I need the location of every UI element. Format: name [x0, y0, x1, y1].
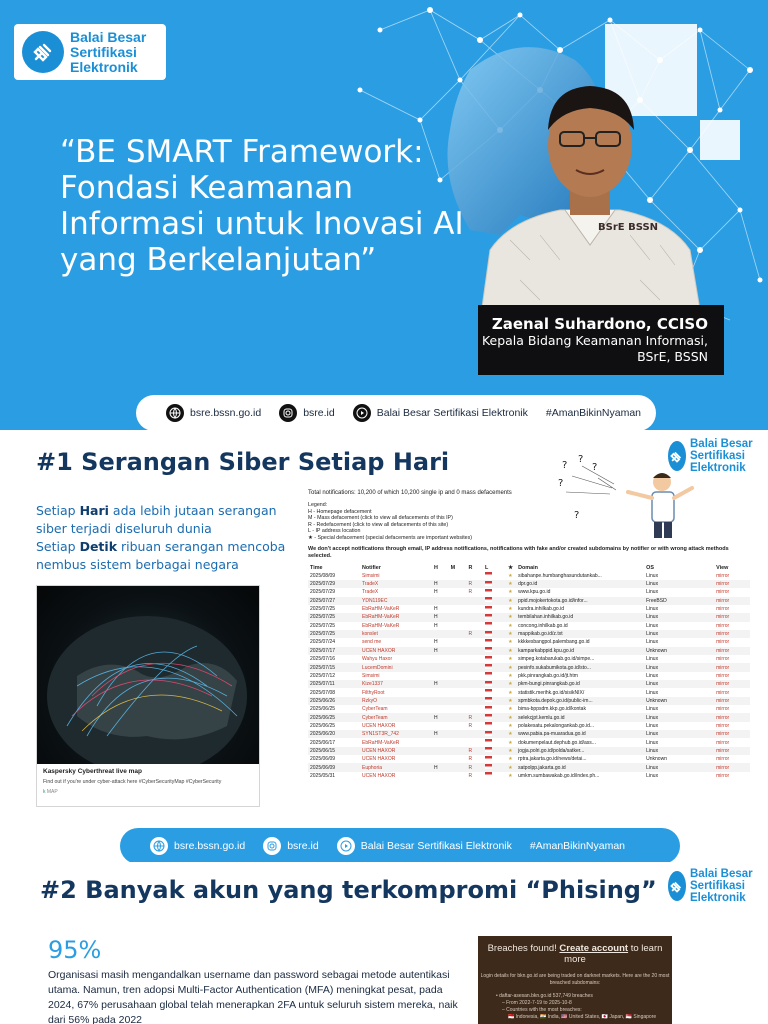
- speaker-name: Zaenal Suhardono, CCISO: [491, 315, 708, 333]
- mirror-link[interactable]: mirror: [716, 672, 730, 679]
- country-flag-icon: [485, 647, 492, 652]
- map-title: Kaspersky Cyberthreat live map: [43, 768, 142, 775]
- section2-title: #2 Banyak akun yang terkompromi “Phising”: [40, 876, 657, 904]
- mirror-link[interactable]: mirror: [716, 706, 730, 713]
- breach-subtitle: Login details for bkn.go.id are being traded on darknet markets. Here are the 20 most breached subdomains:: [480, 973, 670, 986]
- table-row[interactable]: 2025/06/09 Euphoria H R ★ satpolpp.jakarta.go.id Linux mirror: [308, 763, 750, 771]
- mirror-link[interactable]: mirror: [716, 639, 730, 646]
- mirror-link[interactable]: mirror: [714, 730, 750, 738]
- table-row[interactable]: 2025/07/29 TradeX H R ★ dpr.go.id Linux mirror: [308, 580, 750, 588]
- country-flag-icon: [485, 772, 492, 777]
- table-row[interactable]: 2025/06/09 UCEN HAXOR R ★ rptra.jakarta.go.id/news/detai... Unknown mirror: [308, 755, 750, 763]
- section1-description: [36, 502, 286, 574]
- special-star-icon: ★: [508, 606, 513, 613]
- special-star-icon: ★: [508, 622, 513, 629]
- mirror-link[interactable]: mirror: [714, 613, 750, 621]
- cyberthreat-globe-image: [37, 586, 259, 764]
- special-star-icon: ★: [508, 572, 513, 579]
- table-row[interactable]: 2025/07/25 EbRaHM-VaKeR H ★ kundra.inhilkab.go.id Linux mirror: [308, 605, 750, 613]
- country-flag-icon: [485, 656, 492, 661]
- defacement-listing: [308, 490, 750, 820]
- special-star-icon: ★: [506, 613, 516, 621]
- table-row[interactable]: 2025/07/17 UCEN HAXOR H ★ kamparkabppid.kpu.go.id Unknown mirror: [308, 647, 750, 655]
- special-star-icon: ★: [508, 706, 513, 713]
- breach-heading: Breaches found! Create account to learn more: [487, 943, 663, 965]
- hashtag-label: #AmanBikinNyaman: [529, 840, 626, 852]
- special-star-icon: ★: [506, 630, 516, 638]
- country-flag-icon: [485, 739, 492, 744]
- mirror-link[interactable]: mirror: [714, 630, 750, 638]
- website-item[interactable]: [150, 837, 245, 855]
- special-star-icon: ★: [506, 713, 516, 721]
- special-star-icon: ★: [506, 680, 516, 688]
- mirror-link[interactable]: mirror: [714, 697, 750, 705]
- country-flag-icon: [485, 581, 492, 586]
- table-row[interactable]: 2025/07/25 konslet R ★ mappikab.go.id/z.txt Linux mirror: [308, 630, 750, 638]
- table-row[interactable]: 2025/06/25 CyberTeam H R ★ selekcjpt.kemlu.go.id Linux mirror: [308, 713, 750, 721]
- special-star-icon: ★: [506, 730, 516, 738]
- country-flag-icon: [485, 731, 492, 736]
- mirror-link[interactable]: mirror: [714, 713, 750, 721]
- country-flag-icon: [485, 606, 492, 611]
- instagram-label: bsre.id: [287, 840, 319, 852]
- mirror-link[interactable]: mirror: [716, 756, 730, 763]
- svg-text:?: ?: [574, 510, 580, 521]
- table-row[interactable]: 2025/07/16 Wahyu Haxor ★ simpeg.kotabarukab.go.id/simpe... Linux mirror: [308, 655, 750, 663]
- globe-icon: [150, 837, 168, 855]
- play-icon: [337, 837, 355, 855]
- daily-attack-text: Setiap Hari ada lebih jutaan serangan siber terjadi diseluruh dunia: [36, 503, 277, 536]
- map-description: Find out if you're under cyber-attack here #CyberSecurityMap #CyberSecurity: [43, 779, 222, 785]
- table-row[interactable]: 2025/07/15 LucemDomini ★ pesinfo.sukabumikota.go.id/sto... Linux mirror: [308, 663, 750, 671]
- shirt-logo-text: BSrE BSSN: [598, 222, 659, 233]
- instagram-icon: [279, 404, 297, 422]
- website-item[interactable]: [166, 404, 261, 422]
- mirror-link[interactable]: mirror: [714, 580, 750, 588]
- kaspersky-map-card[interactable]: [36, 585, 260, 807]
- section2-logo: [668, 868, 768, 904]
- country-flag-icon: [485, 631, 492, 636]
- breach-panel: [478, 936, 672, 1024]
- special-star-icon: ★: [508, 639, 513, 646]
- mirror-link[interactable]: mirror: [714, 680, 750, 688]
- country-flag-icon: [485, 614, 492, 619]
- special-star-icon: ★: [508, 589, 513, 596]
- svg-text:?: ?: [592, 462, 598, 473]
- country-flag-icon: [485, 664, 492, 669]
- table-row[interactable]: 2025/06/25 UCEN HAXOR R ★ polakesatu.pekalongankab.go.id... Linux mirror: [308, 722, 750, 730]
- hero-banner: [0, 0, 768, 430]
- website-label: bsre.bssn.go.id: [190, 407, 262, 419]
- mirror-link[interactable]: mirror: [716, 606, 730, 613]
- mirror-link[interactable]: mirror: [716, 739, 730, 746]
- country-flag-icon: [485, 639, 492, 644]
- speaker-role: Kepala Bidang Keamanan Informasi, BSrE, BSSN: [481, 333, 708, 364]
- country-flag-icon: [485, 681, 492, 686]
- create-account-link[interactable]: Create account: [559, 943, 629, 954]
- special-star-icon: ★: [506, 597, 516, 605]
- table-row[interactable]: 2025/06/26 RzkyO ★ spmbkota.depok.go.id/public-im... Unknown mirror: [308, 697, 750, 705]
- mirror-link[interactable]: mirror: [716, 589, 730, 596]
- special-star-icon: ★: [508, 689, 513, 696]
- country-flag-icon: [485, 714, 492, 719]
- country-flag-icon: [485, 672, 492, 677]
- table-row[interactable]: 2025/05/31 UCEN HAXOR R ★ umkm.sumbawakab.go.id/index.ph... Linux mirror: [308, 772, 750, 780]
- section2-logo-text: Balai Besar Sertifikasi Elektronik: [690, 868, 753, 904]
- svg-text:?: ?: [578, 454, 584, 465]
- svg-text:?: ?: [558, 478, 564, 489]
- kaspersky-k-icon: k: [43, 789, 46, 795]
- table-row[interactable]: 2025/06/15 UCEN HAXOR R ★ jogja.polri.go.id/polda/satker... Linux mirror: [308, 747, 750, 755]
- table-row[interactable]: 2025/07/11 Kize1337 H ★ pkm-bungi.pinrangkab.go.id Linux mirror: [308, 680, 750, 688]
- table-row[interactable]: 2025/06/20 SYN1ST3R_742 H ★ www.pabia.pa-muaradua.go.id Linux mirror: [308, 730, 750, 738]
- mirror-link[interactable]: mirror: [714, 747, 750, 755]
- country-flag-icon: [485, 747, 492, 752]
- special-star-icon: ★: [506, 697, 516, 705]
- country-flag-icon: [485, 722, 492, 727]
- country-flag-icon: [485, 597, 492, 602]
- table-row[interactable]: 2025/07/08 FilthyRoot ★ statistik.merihk.go.id/sisikNIX/ Linux mirror: [308, 688, 750, 696]
- breach-list: • daftar-asesan.bkn.go.id 537,749 breaches – From 2022-7-19 to 2025-10-8 – Countries with the most breaches: 🇮🇩 Indonesia, 🇮🇳 India, 🇺🇸 United States, 🇯🇵 Japan, 🇸🇬 Singapore: [496, 993, 657, 1020]
- table-row[interactable]: 2025/07/25 EbRaHM-VaKeR H ★ concong.inhilkab.go.id Linux mirror: [308, 622, 750, 630]
- special-star-icon: ★: [508, 672, 513, 679]
- instagram-icon: [263, 837, 281, 855]
- special-star-icon: ★: [508, 756, 513, 763]
- table-row[interactable]: 2025/07/12 Simsimi ★ pkk.pinrangkab.go.id/jt.htm Linux mirror: [308, 672, 750, 680]
- special-star-icon: ★: [508, 722, 513, 729]
- map-source: k MAP: [43, 789, 58, 795]
- country-flag-icon: [485, 764, 492, 769]
- table-row[interactable]: 2025/06/25 CyberTeam ★ bima-bppsdm.kkp.go.id/kontak Linux mirror: [308, 705, 750, 713]
- speaker-photo: [470, 60, 710, 322]
- special-star-icon: ★: [506, 580, 516, 588]
- country-flag-icon: [485, 689, 492, 694]
- hero-title: “BE SMART Framework: Fondasi Keamanan Informasi untuk Inovasi AI yang Berkelanjutan”: [60, 134, 464, 278]
- section1-title: #1 Serangan Siber Setiap Hari: [36, 448, 450, 476]
- plug-icon: [22, 31, 64, 73]
- special-star-icon: ★: [506, 663, 516, 671]
- table-row[interactable]: 2025/07/25 EbRaHM-VaKeR H ★ tembilahan.inhilkab.go.id Linux mirror: [308, 613, 750, 621]
- youtube-label: Balai Besar Sertifikasi Elektronik: [376, 407, 528, 419]
- country-flag-icon: [485, 756, 492, 761]
- mfa-percent: 95%: [48, 936, 102, 964]
- section1-logo-text: Balai Besar Sertifikasi Elektronik: [690, 438, 753, 474]
- table-row[interactable]: 2025/07/29 TradeX H R ★ www.kpu.go.id Linux mirror: [308, 588, 750, 596]
- bsre-logo: [14, 24, 166, 80]
- logo-text: Balai Besar Sertifikasi Elektronik: [70, 28, 147, 75]
- hashtag-label: #AmanBikinNyaman: [545, 407, 642, 419]
- mirror-link[interactable]: mirror: [714, 663, 750, 671]
- youtube-item[interactable]: [353, 404, 528, 422]
- country-flag-icon: [485, 622, 492, 627]
- mirror-link[interactable]: mirror: [716, 622, 730, 629]
- special-star-icon: ★: [508, 656, 513, 663]
- country-flag-icon: [485, 589, 492, 594]
- special-star-icon: ★: [506, 763, 516, 771]
- special-star-icon: ★: [506, 747, 516, 755]
- table-row[interactable]: 2025/07/27 YDN119EC ★ ppid.mojokertokota.go.id/infor... FreeBSD mirror: [308, 597, 750, 605]
- second-attack-text: Setiap Detik ribuan serangan mencoba nembus sistem berbagai negara: [36, 539, 286, 572]
- mirror-link[interactable]: mirror: [716, 656, 730, 663]
- country-flag-icon: [485, 572, 492, 577]
- globe-icon: [166, 404, 184, 422]
- section2-description: Organisasi masih mengandalkan username dan password sebagai metode autentikasi utama. Namun, tren adopsi Multi-Factor Authentication (MFA) meningkat pesat, pada 2024, 67% perusahaan global telah menerapkan 2FA untuk seluruh sistem mereka, naik dari 56% pada 2022: [48, 969, 458, 1024]
- plug-icon: [668, 871, 686, 901]
- country-flag-icon: [485, 706, 492, 711]
- youtube-label: Balai Besar Sertifikasi Elektronik: [360, 840, 512, 852]
- table-row[interactable]: 2025/07/24 send me H ★ kkkkesbangpol.palembang.go.id Linux mirror: [308, 638, 750, 646]
- play-icon: [353, 404, 371, 422]
- mirror-link[interactable]: mirror: [716, 689, 730, 696]
- instagram-label: bsre.id: [303, 407, 335, 419]
- special-star-icon: ★: [506, 647, 516, 655]
- mirror-link[interactable]: mirror: [716, 722, 730, 729]
- website-label: bsre.bssn.go.id: [174, 840, 246, 852]
- defacement-table: Time Notifier H M R L ★ Domain OS View 2025/08/09 Simsimi ★ sibahanpe.humbanghasundutankab... Linux mirror 2025/07/29 TradeX H R ★ dpr.go.id Linux mirror 2025/07/29 TradeX H R ★ www.kpu.go.id Linux mirror 2025/07/27 YDN119EC ★ ppid.mojokertokota.go.id/infor... FreeBSD mirror 2025/07/25 EbRaHM-VaKeR H ★ kundra.inhilkab.go.id Linux mirror 2025/07/25 EbRaHM-VaKeR H ★ tembilahan.inhilkab.go.id Linux mirror 2025/07/25 EbRaHM-VaKeR H ★ concong.inhilkab.go.id Linux mirror 2025/07/25 konslet R ★ mappikab.go.id/z.txt Linux mirror 2025/07/24 send me H ★ kkkkesbangpol.palembang.go.id Linux mirror 2025/07/17 UCEN HAXOR H ★ kamparkabppid.kpu.go.id Unknown mirror 2025/07/16 Wahyu Haxor ★ simpeg.kotabarukab.go.id/simpe... Linux mirror 2025/07/15 LucemDomini ★ pesinfo.sukabumikota.go.id/sto... Linux mirror 2025/07/12 Simsimi ★ pkk.pinrangkab.go.id/jt.htm Linux mirror 2025/07/11 Kize1337 H ★ pkm-bungi.pinrangkab.go.id Linux mirror 2025/07/08 FilthyRoot ★ statistik.merihk.go.id/sisikNIX/ Linux mirror 2025/06/26 RzkyO ★ spmbkota.depok.go.id/public-im... Unknown mirror 2025/06/25 CyberTeam ★ bima-bppsdm.kkp.go.id/kontak Linux mirror 2025/06/25 CyberTeam H R ★ selekcjpt.kemlu.go.id Linux mirror 2025/06/25 UCEN HAXOR R ★ polakesatu.pekalongankab.go.id... Linux mirror 2025/06/20 SYN1ST3R_742 H ★ www.pabia.pa-muaradua.go.id Linux mirror 2025/06/17 EbRaHM-VaKeR ★ dokumenpelaut.dephub.go.id/ass... Linux mirror 2025/06/15 UCEN HAXOR R ★ jogja.polri.go.id/polda/satker... Linux mirror 2025/06/09 UCEN HAXOR R ★ rptra.jakarta.go.id/news/detai... Unknown mirror 2025/06/09 Euphoria H R ★ satpolpp.jakarta.go.id Linux mirror 2025/05/31 UCEN HAXOR R ★ umkm.sumbawakab.go.id/index.ph... Linux mirror: [308, 564, 750, 781]
- contact-bar-2: [120, 828, 680, 864]
- table-row[interactable]: 2025/08/09 Simsimi ★ sibahanpe.humbanghasundutankab... Linux mirror: [308, 572, 750, 580]
- country-flag-icon: [485, 697, 492, 702]
- instagram-item[interactable]: [263, 837, 319, 855]
- table-row[interactable]: 2025/06/17 EbRaHM-VaKeR ★ dokumenpelaut.dephub.go.id/ass... Linux mirror: [308, 738, 750, 746]
- instagram-item[interactable]: [279, 404, 335, 422]
- notification-summary: Total notifications: 10,200 of which 10,200 single ip and 0 mass defacements: [308, 490, 512, 496]
- youtube-item[interactable]: [337, 837, 512, 855]
- speaker-card: [478, 305, 724, 375]
- legend: Legend: H - Homepage defacement M - Mass defacement (click to view all defacements of this IP) R - Redefacement (click to view all defacements of this site) L - IP address location ★ - Special defacement (special defacements are important websites): [308, 502, 473, 541]
- mirror-link[interactable]: mirror: [714, 647, 750, 655]
- svg-text:?: ?: [562, 460, 568, 471]
- mirror-link[interactable]: mirror: [716, 572, 730, 579]
- notification-warning: We don't accept notifications through email, IP address notifications, notifications with fake and/or created subdomains by notifier or with wrong attack methods selected.: [308, 545, 729, 559]
- mirror-link[interactable]: mirror: [714, 597, 750, 605]
- mirror-link[interactable]: mirror: [716, 772, 730, 779]
- special-star-icon: ★: [508, 772, 513, 779]
- contact-bar: [136, 395, 656, 431]
- mirror-link[interactable]: mirror: [714, 763, 750, 771]
- special-star-icon: ★: [508, 739, 513, 746]
